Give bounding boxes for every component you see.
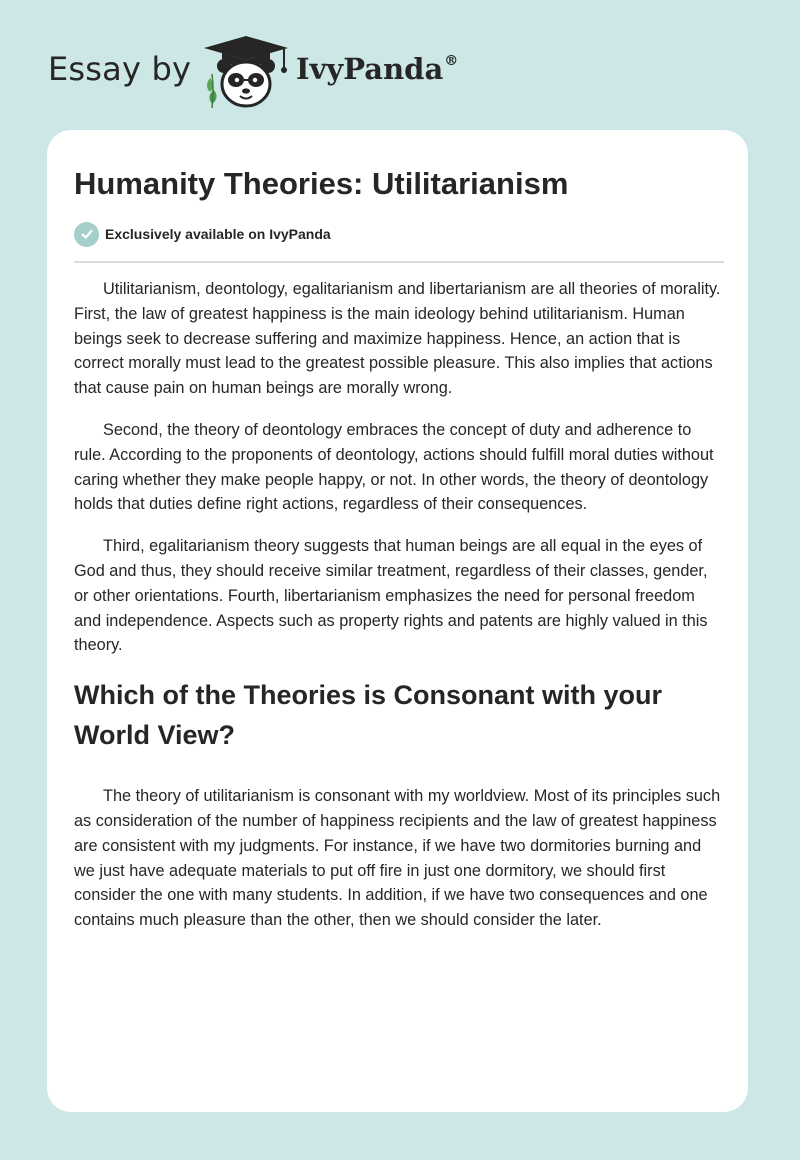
paragraph: Utilitarianism, deontology, egalitarianism and libertarianism are all theories of morality. First, the law of greatest happiness is the main ideology behind utilitarianism. Human beings seek to decrease suffering and maximize happiness. Hence, an action that is correct morally must lead to the greatest possible pleasure. This also implies that actions that cause pain on human beings are morally wrong. bbox=[74, 280, 721, 398]
check-icon bbox=[74, 222, 99, 247]
section-heading: Which of the Theories is Consonant with your World View? bbox=[74, 680, 663, 751]
panda-logo-icon[interactable] bbox=[200, 34, 292, 110]
essay-card bbox=[47, 130, 748, 1112]
paragraph: Third, egalitarianism theory suggests that human beings are all equal in the eyes of God and thus, they should receive similar treatment, regardless of their classes, gender, or other orientations. Fourth, libertarianism emphasizes the need for personal freedom and independence. Aspects such as property rights and patents are highly valued in this theory. bbox=[74, 537, 708, 655]
paragraph: Second, the theory of deontology embraces the concept of duty and adherence to rule. According to the proponents of deontology, actions should fulfill moral duties without caring whether they make people happy, or not. In other words, the theory of deontology holds that duties define right actions, regardless of their consequences. bbox=[74, 420, 714, 514]
title-divider bbox=[74, 261, 724, 263]
essay-body bbox=[74, 277, 726, 950]
brand-name[interactable]: IvyPanda® bbox=[296, 52, 459, 86]
exclusive-badge bbox=[74, 221, 331, 247]
paragraph: The theory of utilitarianism is consonant with my worldview. Most of its principles such as consideration of the number of happiness recipients and the law of greatest happiness are consistent with my judgments. For instance, if we have two dormitories burning and we just have adequate materials to put off fire in just one dormitory, we should first consider the one with many students. In addition, if we have two consequences and one contains much pleasure than the other, then we should consider the later. bbox=[74, 787, 721, 930]
exclusive-label: Exclusively available on IvyPanda bbox=[105, 226, 331, 242]
essay-by-label: Essay by bbox=[48, 50, 192, 88]
page-title: Humanity Theories: Utilitarianism bbox=[74, 166, 569, 201]
registered-mark: ® bbox=[444, 53, 459, 69]
site-header bbox=[0, 0, 800, 130]
